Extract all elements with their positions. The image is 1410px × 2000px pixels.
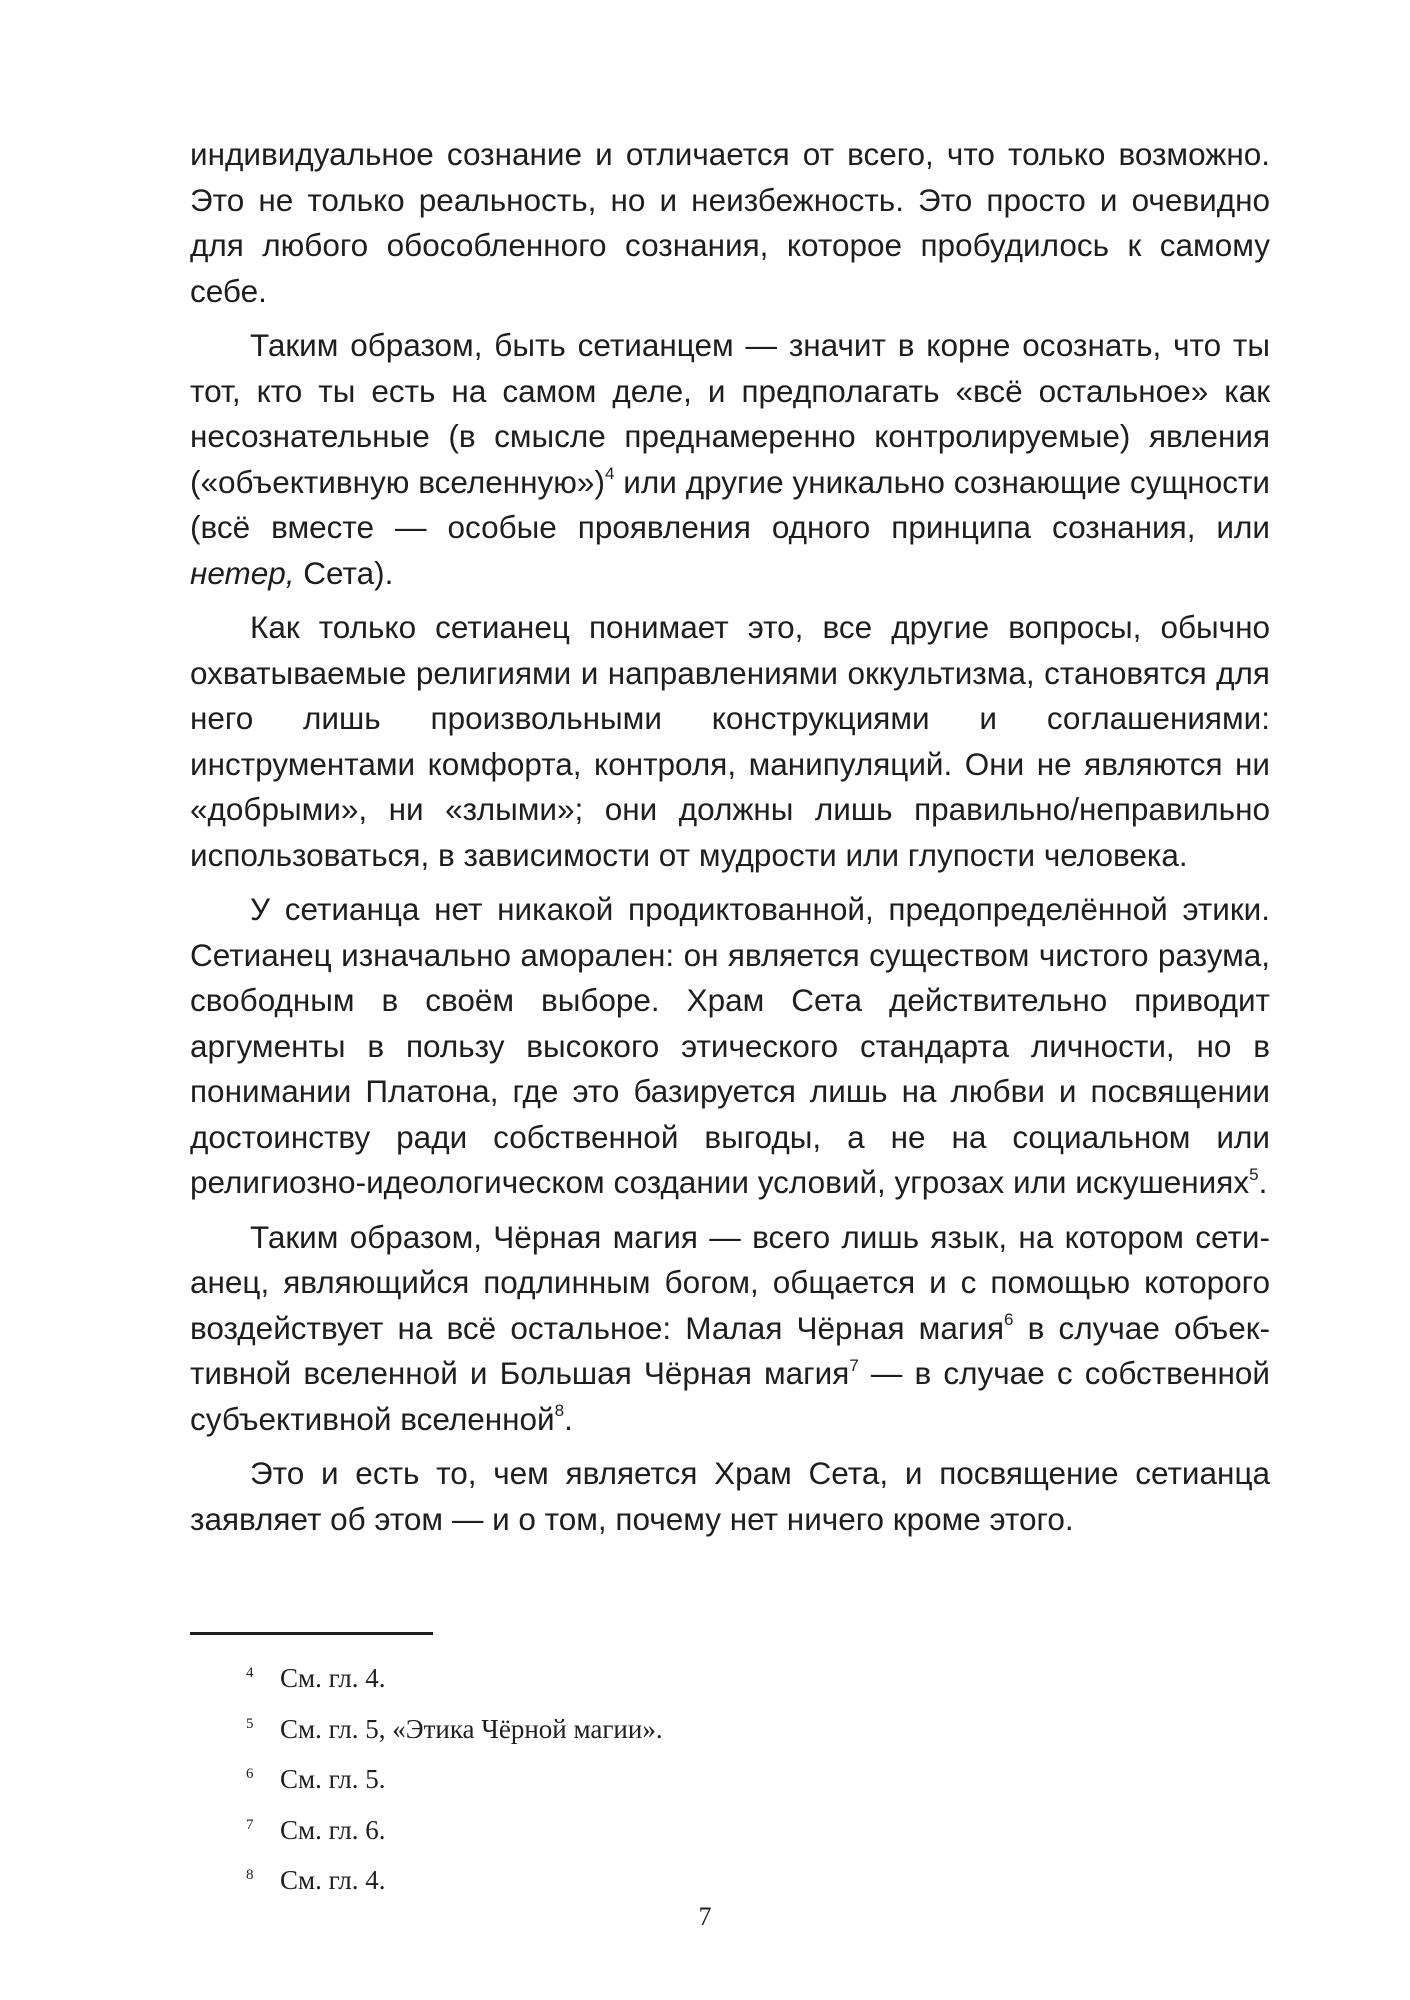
paragraph	[190, 1215, 1270, 1443]
paragraph	[190, 605, 1270, 878]
footnote	[246, 1702, 1146, 1753]
footnotes	[246, 1651, 1146, 1904]
footnote-ref: 5	[1249, 1164, 1259, 1184]
footnote-number: 6	[246, 1766, 254, 1782]
footnote	[246, 1651, 1146, 1702]
paragraph	[190, 887, 1270, 1206]
page-number: 7	[698, 1902, 712, 1931]
footnote-number: 8	[246, 1867, 254, 1883]
footnote-ref: 8	[554, 1401, 565, 1420]
footnote-ref: 7	[849, 1355, 859, 1375]
footnote	[246, 1803, 1146, 1854]
italic-term: нетер,	[190, 554, 295, 591]
text-run: — в случае с собственной субъективной вселенной	[190, 1355, 1270, 1437]
text-run: Это и есть то, чем является Храм Сета, и посвящение сетианца заявляет об этом — и о том, почему нет ничего кроме этого.	[190, 1455, 1270, 1537]
text-run: Таким образом, Чёрная магия — всего лишь язык, на котором сетианец, являющийся подлинным богом, общается и с помощью которого воздействует на всё остальное: Малая Чёрная магия	[190, 1218, 1270, 1346]
text-run: индивидуальное сознание и отличается от всего, что только возможно. Это не только реальность, но и неизбежность. Это просто и очевидно для любого обособленного сознания, которое пробудилось к самому себе.	[190, 136, 1270, 309]
footnote-number: 7	[246, 1816, 254, 1833]
text-run: Таким образом, быть сетианцем — значит в корне осознать, что ты тот, кто ты есть на самом деле, и предполагать «всё остальное» как несознательные (в смысле преднамеренно контролируемые) явления («объективную вселенную»)	[190, 327, 1270, 500]
footnote	[246, 1853, 1146, 1904]
footnote	[246, 1752, 1146, 1803]
paragraph	[190, 323, 1270, 596]
text-run: Сета).	[294, 554, 394, 591]
footnote-ref: 4	[604, 464, 615, 483]
footnote-text: См. гл. 5.	[280, 1764, 386, 1794]
footnote-number: 4	[246, 1665, 254, 1681]
paragraph	[190, 1451, 1270, 1542]
page-body	[190, 132, 1270, 1542]
text-run: .	[1258, 1164, 1268, 1200]
footnote-text: См. гл. 4.	[280, 1663, 386, 1693]
text-run: У сетианца нет никакой продиктованной, предопределённой этики. Сетианец изначально аморален: он является существом чистого разума, свободным в своём выборе. Храм Сета действительно приводит аргументы в пользу высокого этического стандарта личности, но в понимании Платона, где это базируется лишь на любви и посвящении достоинству ради собственной выгоды, а не на социальном или религиозно-идеологическом создании условий, угрозах или искушениях	[190, 891, 1270, 1200]
text-run: в случае объективной вселенной и Большая Чёрная магия	[190, 1309, 1271, 1391]
footnote-divider	[190, 1632, 433, 1635]
footnote-number: 5	[246, 1715, 254, 1732]
text-run: или другие уникально сознающие сущности (всё вместе — особые проявления одного принципа сознания, или	[190, 463, 1270, 545]
footnote-text: См. гл. 4.	[280, 1865, 386, 1895]
text-run: .	[564, 1400, 573, 1437]
body-text	[190, 132, 1270, 1542]
footnote-text: См. гл. 5, «Этика Чёрной магии».	[280, 1713, 663, 1744]
paragraph	[190, 132, 1270, 314]
footnote-ref: 6	[1004, 1310, 1014, 1329]
text-run: Как только сетианец понимает это, все другие вопросы, обычно охватываемые религиями и направлениями оккультизма, становятся для него лишь произвольными конструкциями и соглашениями: инструментами комфорта, контроля, манипуляций. Они не являются ни «добрыми», ни «злыми»; они должны лишь правильно/неправильно использоваться, в зависимости от мудрости или глупости человека.	[190, 609, 1270, 873]
footnote-text: См. гл. 6.	[280, 1814, 386, 1845]
